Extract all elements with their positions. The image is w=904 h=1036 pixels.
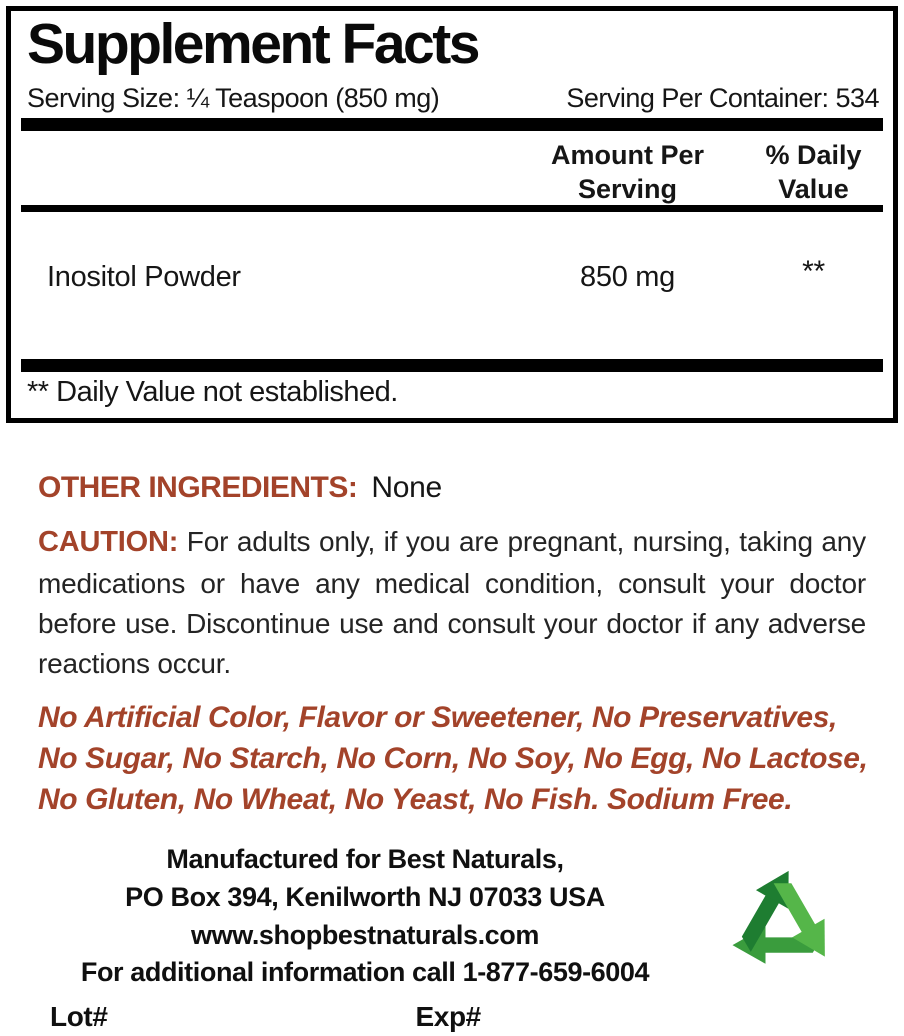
other-ingredients-line [38,471,442,505]
other-ingredients-label: OTHER INGREDIENTS: [38,471,358,504]
ingredient-daily-value: ** [802,255,825,288]
manufacturer-line1: Manufactured for Best Naturals, [166,844,564,874]
column-header-percent-daily-value: % Daily Value [765,140,862,204]
panel-title: Supplement Facts [27,12,478,76]
daily-value-footnote: ** Daily Value not established. [27,376,398,408]
caution-label: CAUTION: [38,526,179,558]
manufacturer-address: PO Box 394, Kenilworth NJ 07033 USA [125,881,605,912]
manufacturer-website: www.shopbestnaturals.com [191,919,539,950]
divider-thick-bottom [21,359,883,372]
other-ingredients-value: None [371,471,442,504]
lot-label: Lot# [50,1001,108,1033]
manufacturer-block [0,841,730,1036]
exp-label: Exp# [415,1001,481,1033]
serving-size: Serving Size: ¼ Teaspoon (850 mg) [27,83,440,113]
servings-per-container: Serving Per Container: 534 [566,83,879,113]
ingredient-name: Inositol Powder [47,261,241,293]
caution-paragraph [38,522,866,685]
recycle-icon [706,856,858,988]
lot-exp-row [0,997,730,1036]
ingredient-amount: 850 mg [580,261,675,293]
divider-thin [21,205,883,212]
serving-info-row [27,83,879,114]
caution-text: For adults only, if you are pregnant, nursing, taking any medications or have any medical condition, consult your doctor before use. Discontinue use and consult your doctor if any adverse reactions occur. [38,526,866,680]
table-row [23,255,881,295]
table-header-row [535,139,881,207]
supplement-facts-panel [6,6,898,423]
free-of-statement: No Artificial Color, Flavor or Sweetener, No Preservatives, No Sugar, No Starch, No Corn, No Soy, No Egg, No Lactose, No Gluten, No Wheat, No Yeast, No Fish. Sodium Free. [38,701,868,817]
manufacturer-phone-line: For additional information call 1-877-659-6004 [80,957,650,988]
column-header-amount-per-serving: Amount Per Serving [550,140,704,204]
divider-thick-top [21,118,883,131]
